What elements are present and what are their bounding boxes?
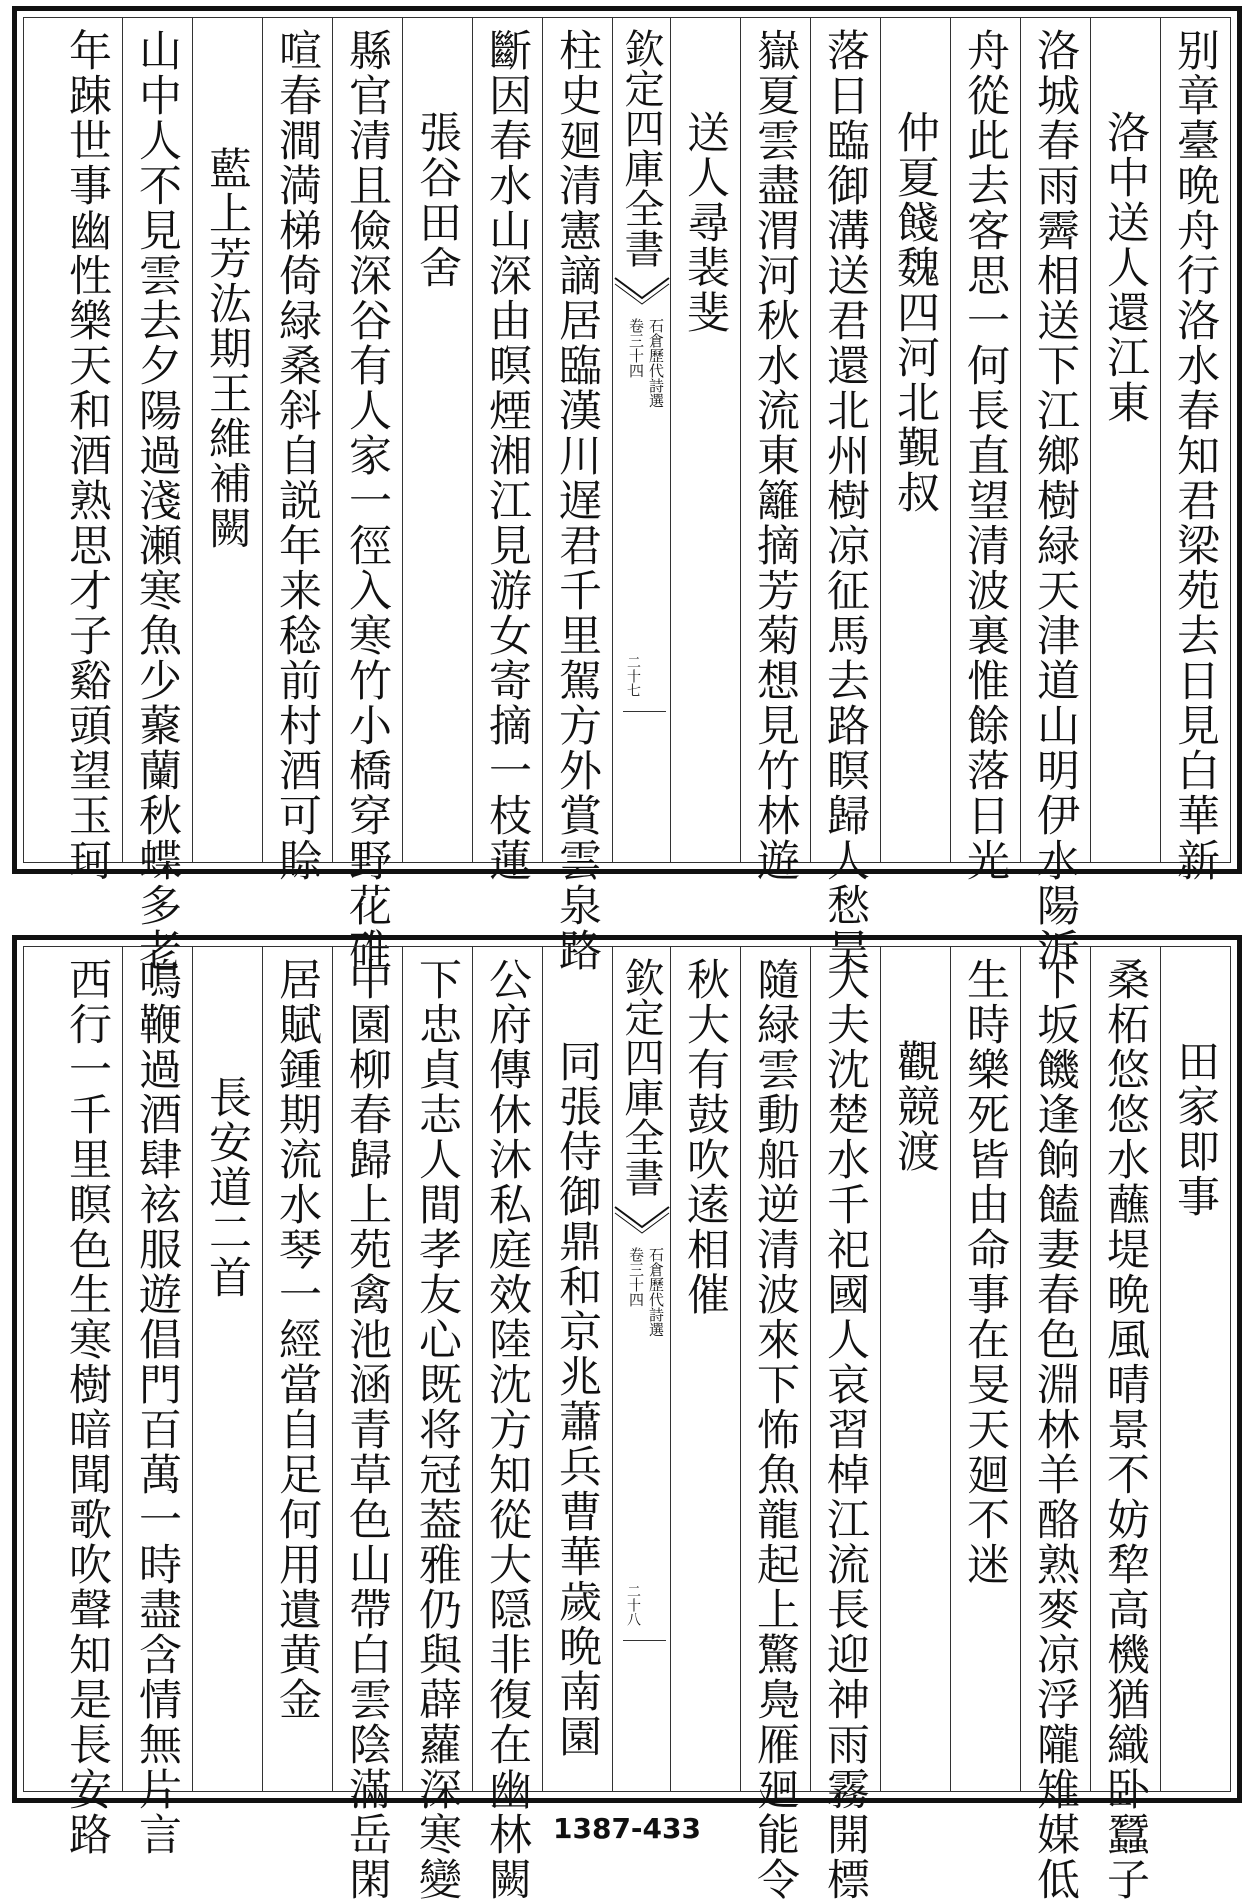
- text-column: [332, 18, 402, 973]
- top-center-column: [612, 18, 670, 862]
- top-page-frame: [23, 17, 1231, 973]
- text-column: [192, 18, 262, 862]
- text-column: [262, 947, 332, 1791]
- poem-title: 仲夏餞魏四河北覲叔: [890, 110, 940, 515]
- text-column: [472, 947, 542, 1902]
- poem-line: 下忠貞志人間孝友心既将冠葢雅仍與薜蘿深寒變: [412, 957, 462, 1902]
- text-column: [740, 18, 810, 883]
- poem-line: 生時樂死皆由命事在旻天廻不迷: [960, 957, 1010, 1587]
- source-label: 石倉歷代詩選 卷三十四: [627, 318, 665, 408]
- poem-title: 田家即事: [1170, 1039, 1220, 1219]
- poem-line: 斷因春水山深由暝煙湘江見游女寄摘一枝蓮: [482, 28, 532, 883]
- poem-title: 藍上芳汯期王維補闕: [202, 146, 252, 551]
- text-column: [1090, 18, 1160, 862]
- poem-line: 中園柳春歸上苑禽池涵青草色山帶白雲陰滿岳閑: [342, 957, 392, 1902]
- page-number: 二十八: [625, 1584, 641, 1626]
- poem-line: 舟從此去客思一何長直望清波裏惟餘落日光: [960, 28, 1010, 883]
- fishtail-mark-icon: [613, 1205, 670, 1235]
- poem-title: 洛中送人還江東: [1100, 110, 1150, 425]
- text-column: [262, 18, 332, 883]
- text-column: [670, 947, 740, 1791]
- text-column: [402, 18, 472, 862]
- text-column: [122, 947, 192, 1857]
- poem-line: 隨緑雲動船逆清波來下怖魚龍起上驚鳧雁廻能令: [750, 957, 800, 1902]
- poem-title: 觀競渡: [890, 1039, 940, 1174]
- poem-line: 喧春澗満梯倚緑桑斜自説年来稔前村酒可賒: [272, 28, 322, 883]
- page-number-rule: [623, 711, 666, 712]
- page-footer: 1387-433: [553, 1812, 701, 1845]
- poem-line: 鳴鞭過酒肆袨服遊倡門百萬一時盡含情無片言: [132, 957, 182, 1857]
- text-column: [542, 18, 612, 973]
- fishtail-mark-icon: [613, 276, 670, 306]
- text-column: [472, 18, 542, 883]
- text-column: [1160, 18, 1230, 883]
- text-column: [122, 18, 192, 973]
- banner-title: 欽定四庫全書: [618, 957, 664, 1197]
- source-label: 石倉歷代詩選 卷三十四: [627, 1247, 665, 1337]
- poem-line: 西行一千里瞑色生寒樹暗聞歌吹聲知是長安路: [62, 957, 112, 1857]
- poem-line: 居賦鍾期流水琴一經當自足何用遺黄金: [272, 957, 322, 1722]
- text-column: [950, 947, 1020, 1791]
- text-column: [810, 947, 880, 1902]
- poem-line: 公府傳休沐私庭效陸沈方知從大隠非復在幽林闕: [482, 957, 532, 1902]
- text-column: [670, 18, 740, 862]
- poem-line: 柱史廻清憲謫居臨漢川遅君千里駕方外賞雲泉路: [552, 28, 602, 973]
- bottom-center-column: [612, 947, 670, 1791]
- poem-line: 落日臨御溝送君還北州樹凉征馬去路瞑歸人愁吴: [820, 28, 870, 973]
- text-column: [1020, 947, 1090, 1902]
- top-columns: [24, 18, 1230, 973]
- poem-line: 縣官清且儉深谷有人家一徑入寒竹小橋穿野花碓: [342, 28, 392, 973]
- poem-line: 山中人不見雲去夕陽過淺瀬寒魚少藂蘭秋蝶多老: [132, 28, 182, 973]
- poem-title: 張谷田舍: [412, 110, 462, 290]
- text-column: [192, 947, 262, 1791]
- text-column: [740, 947, 810, 1902]
- text-column: [950, 18, 1020, 883]
- top-page: [12, 6, 1242, 973]
- text-column: [402, 947, 472, 1902]
- text-column: [332, 947, 402, 1902]
- poem-line: 别章臺晩舟行洛水春知君梁苑去日見白華新: [1170, 28, 1220, 883]
- poem-line: 年踈世事幽性樂天和酒熟思才子谿頭望玉珂: [62, 28, 112, 883]
- banner-title: 欽定四庫全書: [618, 28, 664, 268]
- text-column: [1160, 947, 1230, 1791]
- poem-title: 送人尋裴斐: [680, 110, 730, 335]
- text-column: [810, 18, 880, 973]
- text-column: [880, 947, 950, 1791]
- text-column: [880, 18, 950, 862]
- poem-title: 長安道二首: [202, 1075, 252, 1300]
- poem-line: 嶽夏雲盡渭河秋水流東籬摘芳菊想見竹林遊: [750, 28, 800, 883]
- text-column: [52, 947, 122, 1857]
- page-number-rule: [623, 1640, 666, 1641]
- text-column: [1020, 18, 1090, 973]
- poem-line: 秋大有鼓吹逺相催: [680, 957, 730, 1317]
- text-column: [52, 18, 122, 883]
- poem-line: 大夫沈楚水千祀國人哀習棹江流長迎神雨霧開標: [820, 957, 870, 1902]
- poem-line: 下坂饑逢餉饁妻春色淵林羊酪熟麥凉浮隴雉媒低: [1030, 957, 1080, 1902]
- text-column: [1090, 947, 1160, 1902]
- poem-line: 洛城春雨霽相送下江鄉樹緑天津道山明伊水陽泝: [1030, 28, 1080, 973]
- text-column: [542, 947, 612, 1791]
- poem-title: 同張侍御鼎和京兆蕭兵曹華歲晩南園: [552, 1039, 602, 1759]
- page-number: 二十七: [625, 655, 641, 697]
- poem-line: 桑柘悠悠水蘸堤晩風晴景不妨犂高機猶織卧蠶子: [1100, 957, 1150, 1902]
